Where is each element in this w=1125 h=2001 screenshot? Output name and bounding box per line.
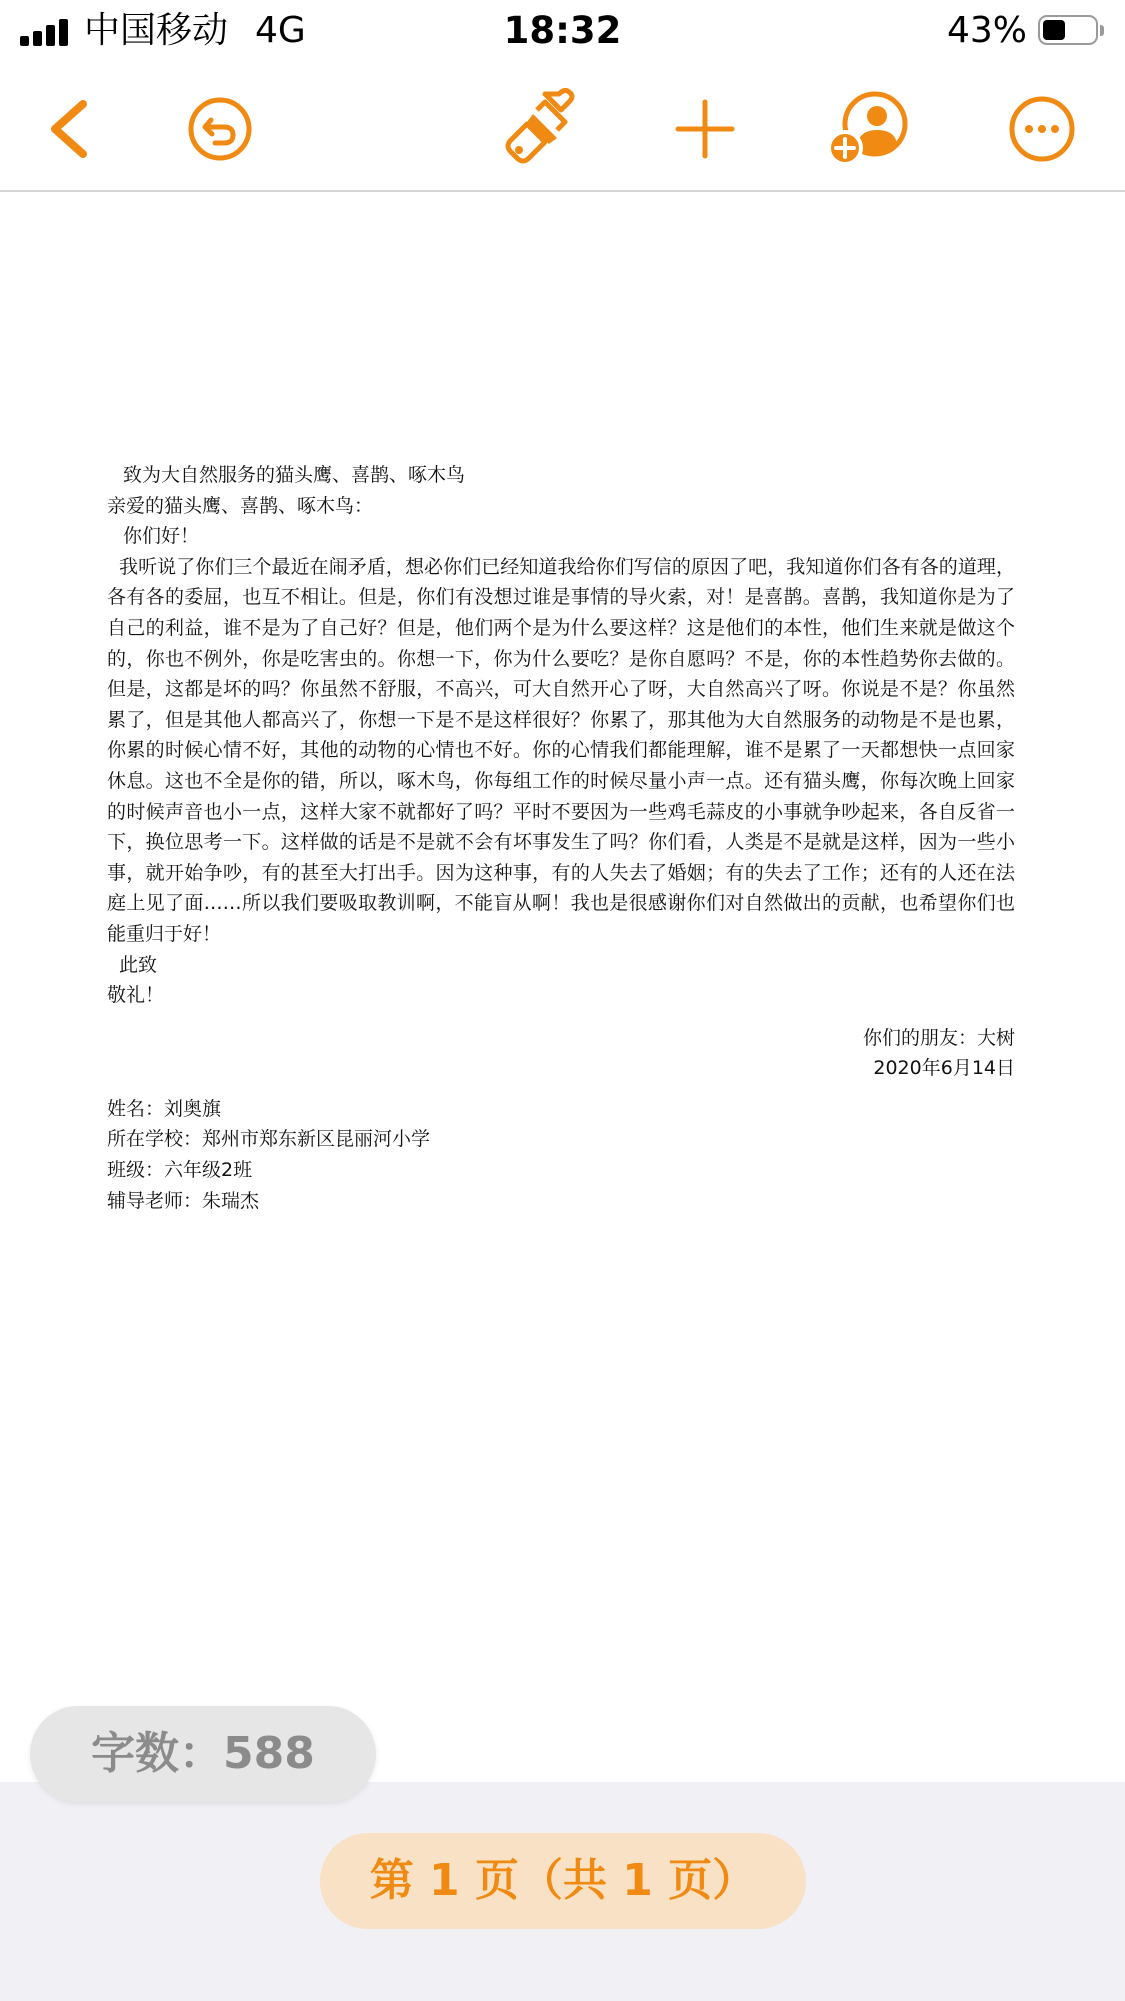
author-teacher: 辅导老师：朱瑞杰 [107,1189,260,1212]
undo-button[interactable] [175,84,265,174]
author-school: 所在学校：郑州市郑东新区昆丽河小学 [107,1128,431,1151]
document-title: 致为大自然服务的猫头鹰、喜鹊、啄木鸟 [123,464,466,486]
signature: 你们的朋友：大树 [862,1026,1015,1049]
author-class: 班级：六年级2班 [107,1159,253,1182]
more-button[interactable] [997,84,1087,174]
body-paragraph: 我听说了你们三个最近在闹矛盾，想必你们已经知道我给你们写信的原因了吧，我知道你们各有各的道理，各有各的委屈，也互不相让。但是，你们有没想过谁是事情的导火索，对！是喜鹊。喜鹊，我知道你是为了自己的利益，谁不是为了自己好？但是，他们两个是为什么要这样？这是他们的本性，他们生来就是做这个的，你也不例外，你是吃害虫的。你想一下，你为什么要吃？是你自愿吗？不是，你的本性趋势你去做的。但是，这都是坏的吗？你虽然不舒服，不高兴，可大自然开心了呀，大自然高兴了呀。你说是不是？你虽然累了，但是其他人都高兴了，你想一下是不是这样很好？你累了，那其他为大自然服务的动物是不是也累，你累的时候心情不好，其他的动物的心情也不好。你的心情我们都能理解，谁不是累了一天都想快一点回家休息。这也不全是你的错，所以，啄木鸟，你每组工作的时候尽量小声一点。还有猫头鹰，你每次晚上回家的时候声音也小一点，这样大家不就都好了吗？平时不要因为一些鸡毛蒜皮的小事就争吵起来，各自反省一下，换位思考一下。这样做的话是不是就不会有坏事发生了吗？你们看，人类是不是就是这样，因为一些小事，就开始争吵，有的甚至大打出手。因为这种事，有的人失去了婚姻；有的失去了工作；还有的人还在法庭上见了面……所以我们要吸取教训啊，不能盲从啊！我也是很感谢你们对自然做出的贡献，也希望你们也能重归于好！ [107,555,1015,945]
document-page[interactable] [0,192,1125,1782]
back-chevron-icon [25,84,115,174]
battery-percent: 43% [946,10,1027,51]
greeting: 你们好！ [123,525,200,548]
battery-icon [1038,15,1104,47]
back-button[interactable] [25,84,115,174]
paintbrush-icon [495,84,585,174]
closing-line-2: 敬礼！ [107,984,165,1007]
document-text[interactable] [107,460,1015,1216]
closing-line-1: 此致 [119,953,158,976]
insert-button[interactable] [660,84,750,174]
plus-icon [660,84,750,174]
salutation: 亲爱的猫头鹰、喜鹊、啄木鸟： [107,494,374,517]
collaborate-button[interactable] [825,84,915,174]
status-bar [0,0,1125,62]
toolbar [0,62,1125,192]
letter-date: 2020年6月14日 [873,1057,1015,1080]
status-time: 18:32 [503,9,622,52]
network-type: 4G [255,10,306,51]
add-collaborator-icon [825,84,915,174]
author-name: 姓名：刘奥旗 [107,1097,222,1120]
word-count-badge[interactable]: 字数：588 [30,1706,376,1802]
carrier-name: 中国移动 [84,10,229,51]
undo-icon [175,84,265,174]
format-button[interactable] [495,84,585,174]
more-icon [997,84,1087,174]
page-indicator[interactable]: 第 1 页（共 1 页） [320,1833,806,1929]
